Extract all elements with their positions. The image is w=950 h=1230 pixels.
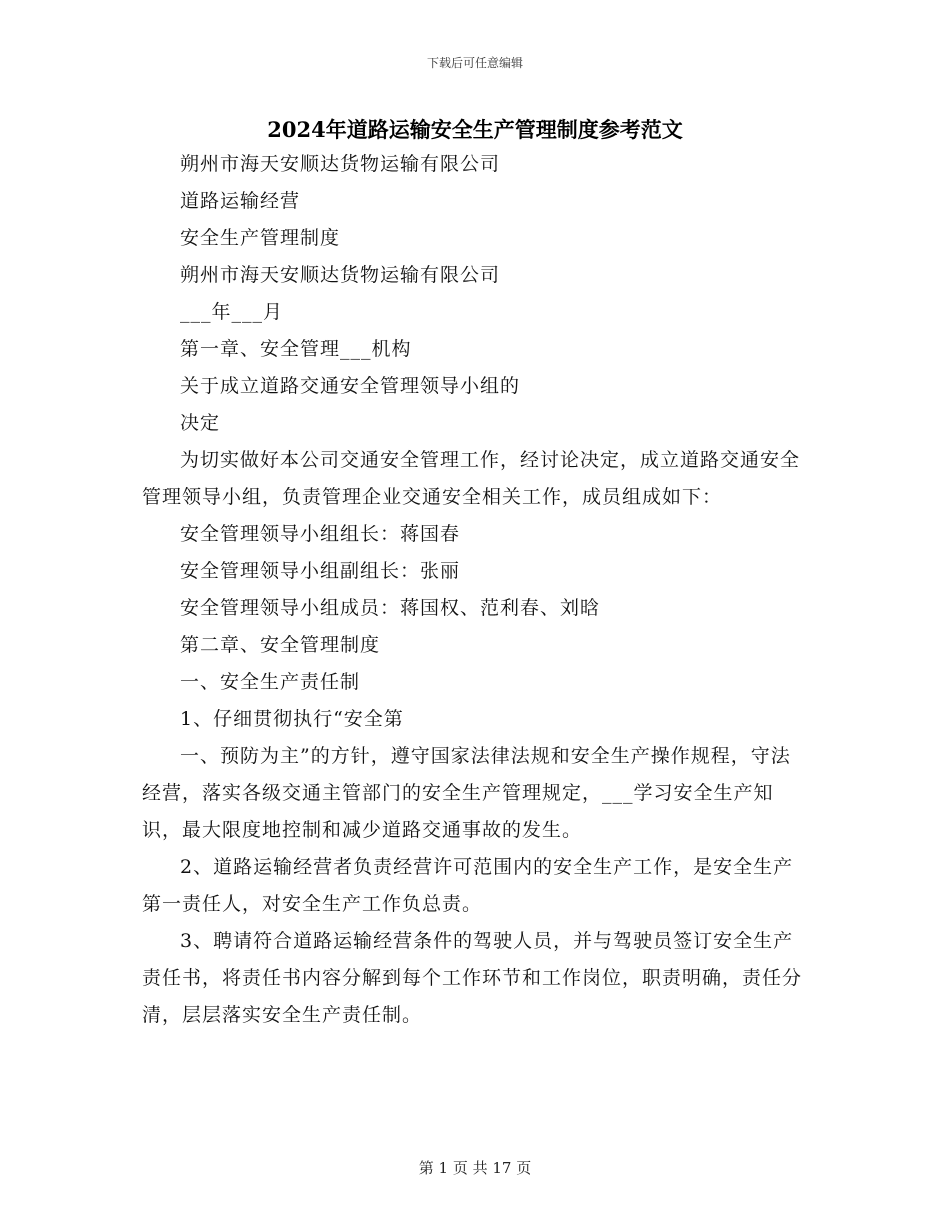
paragraph-company-name-2: 朔州市海天安顺达货物运输有限公司 [180,264,501,286]
paragraph-group-deputy: 安全管理领导小组副组长：张丽 [180,560,461,582]
paragraph-business-type: 道路运输经营 [180,190,301,212]
paragraph-decision-title: 关于成立道路交通安全管理领导小组的 [180,375,521,397]
paragraph-decision-body: 为切实做好本公司交通安全管理工作，经讨论决定，成立道路交通安全管理领导小组，负责管理企业交通安全相关工作，成员组成如下： [142,449,801,508]
paragraph-system-name: 安全生产管理制度 [180,227,341,249]
paragraph-item-1-start: 1、仔细贯彻执行“安全第 [180,708,404,730]
page-number-footer: 第 1 页 共 17 页 [418,1159,532,1177]
chapter-two-heading: 第二章、安全管理制度 [180,634,381,656]
paragraph-decision-word: 决定 [180,412,221,434]
paragraph-date-blank: ___年___月 [180,301,284,323]
paragraph-item-2: 2、道路运输经营者负责经营许可范围内的安全生产工作，是安全生产第一责任人，对安全生产工作负总责。 [142,856,794,915]
paragraph-item-3: 3、聘请符合道路运输经营条件的驾驶人员，并与驾驶员签订安全生产责任书，将责任书内容分解到每个工作环节和工作岗位，职责明确，责任分清，层层落实安全生产责任制。 [142,930,803,1026]
paragraph-group-leader: 安全管理领导小组组长：蒋国春 [180,523,461,545]
chapter-one-heading: 第一章、安全管理___机构 [180,338,412,360]
paragraph-item-1-body: 一、预防为主”的方针，遵守国家法律法规和安全生产操作规程，守法经营，落实各级交通主管部门的安全生产管理规定，___学习安全生产知识，最大限度地控制和减少道路交通事故的发生。 [142,745,791,841]
paragraph-company-name: 朔州市海天安顺达货物运输有限公司 [180,153,501,175]
document-body [142,146,808,1034]
paragraph-group-members: 安全管理领导小组成员：蒋国权、范利春、刘晗 [180,597,601,619]
document-title: 2024年道路运输安全生产管理制度参考范文 [267,117,683,142]
section-one-heading: 一、安全生产责任制 [180,671,361,693]
page-header-note: 下载后可任意编辑 [426,56,523,70]
